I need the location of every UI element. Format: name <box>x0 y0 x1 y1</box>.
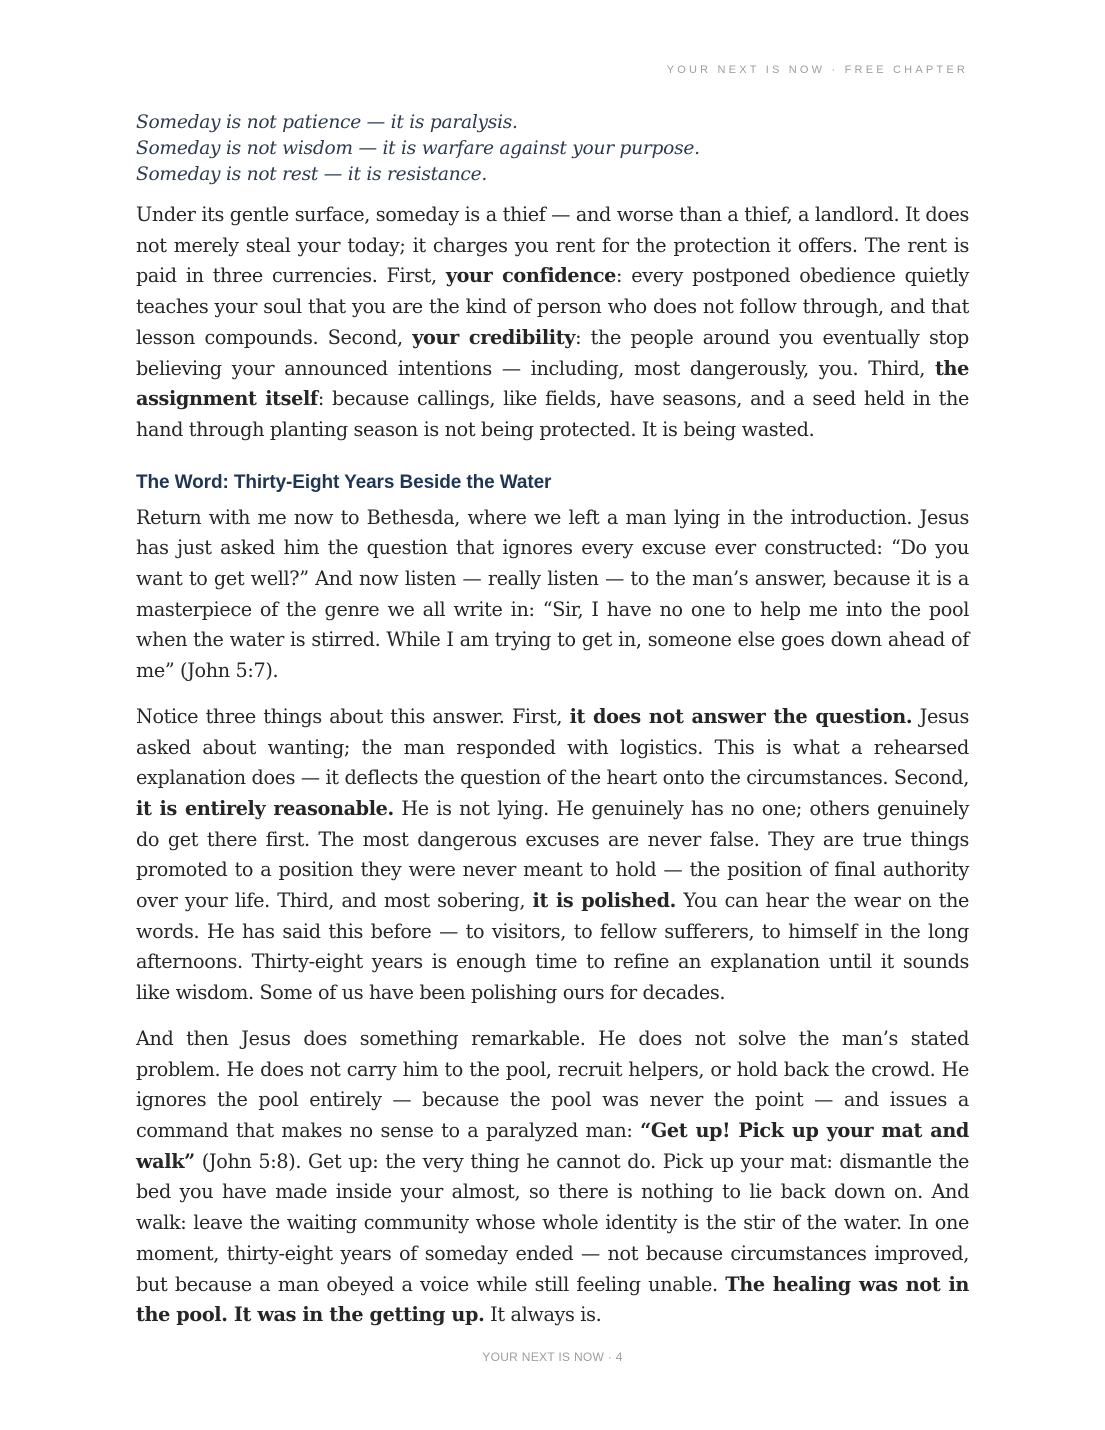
text-run: Notice three things about this answer. First, <box>136 704 570 728</box>
section-heading: The Word: Thirty-Eight Years Beside the Water <box>136 471 552 493</box>
text-run: Return with me now to Bethesda, where we left a man lying in the introduction. Jesus has just asked him the question that ignores every excuse ever constructed: “Do you want to get well?” And now listen — really listen — to the man’s answer, because it is a masterpiece of the genre we all write in: “Sir, I have no one to help me into the pool when the water is stirred. While I am trying to get in, someone else goes down ahead of me” (John 5:7). <box>136 505 969 683</box>
page-content <box>136 110 969 1346</box>
running-header: YOUR NEXT IS NOW · FREE CHAPTER <box>666 64 968 76</box>
text-run: And then Jesus does something remarkable. He does not solve the man’s stated problem. He does not carry him to the pool, recruit helpers, or hold back the crowd. He ignores the pool entirely — because the pool was never the point — and issues a command that makes no sense to a paralyzed man: <box>136 1026 969 1142</box>
text-run: Jesus asked about wanting; the man responded with logistics. This is what a rehearsed explanation does — it deflects the question of the heart onto the circumstances. Second, <box>136 704 970 790</box>
paragraph-three-things <box>136 702 969 1009</box>
epigraph-line: Someday is not rest — it is resistance. <box>136 164 488 185</box>
bold-phrase: your credibility <box>412 325 576 349</box>
text-run: He is not lying. He genuinely has no one; others genuinely do get there first. The most dangerous excuses are never false. They are true things promoted to a position they were never meant to hold — the position of final authority over your life. Third, and most sobering, <box>136 796 969 913</box>
epigraph-line: Someday is not wisdom — it is warfare against your purpose. <box>136 138 700 159</box>
bold-phrase: it is polished. <box>532 889 677 913</box>
paragraph-get-up <box>136 1024 969 1331</box>
text-run: You can hear the wear on the words. He has said this before — to visitors, to fellow sufferers, to himself in the long afternoons. Thirty-eight years is enough time to refine an explanation until it sounds like wisdom. Some of us have been polishing ours for decades. <box>136 889 970 1005</box>
bold-phrase: The healing was not in the pool. It was in the getting up. <box>136 1272 969 1327</box>
bold-phrase: “Get up! Pick up your mat and walk” <box>136 1118 969 1173</box>
text-run: Under its gentle surface, someday is a thief — and worse than a thief, a landlord. It does not merely steal your today; it charges you rent for the protection it offers. The rent is paid in three currencies. First, <box>136 203 969 288</box>
bold-phrase: your confidence <box>445 264 617 288</box>
epigraph-line: Someday is not patience — it is paralysis. <box>136 112 518 133</box>
bold-phrase: the assignment itself <box>136 356 969 411</box>
paragraph-someday-thief <box>136 200 969 446</box>
page-footer: YOUR NEXT IS NOW · 4 <box>482 1350 623 1364</box>
epigraph <box>136 110 969 188</box>
text-run: : the people around you eventually stop believing your announced intentions — including, most dangerously, you. Third, <box>136 325 969 380</box>
paragraph-bethesda <box>136 503 969 687</box>
text-run: : every postponed obedience quietly teaches your soul that you are the kind of person who does not follow through, and that lesson compounds. Second, <box>136 264 969 349</box>
text-run: It always is. <box>484 1303 602 1327</box>
text-run: (John 5:8). Get up: the very thing he cannot do. Pick up your mat: dismantle the bed you have made inside your almost, so there is nothing to lie back down on. And walk: leave the waiting community whose whole identity is the stir of the water. In one moment, thirty-eight years of someday ended — not because circumstances improved, but because a man obeyed a voice while still feeling unable. <box>136 1149 969 1296</box>
bold-phrase: it does not answer the question. <box>569 704 913 728</box>
bold-phrase: it is entirely reasonable. <box>136 796 394 820</box>
text-run: : because callings, like fields, have seasons, and a seed held in the hand through planting season is not being protected. It is being wasted. <box>136 387 970 441</box>
